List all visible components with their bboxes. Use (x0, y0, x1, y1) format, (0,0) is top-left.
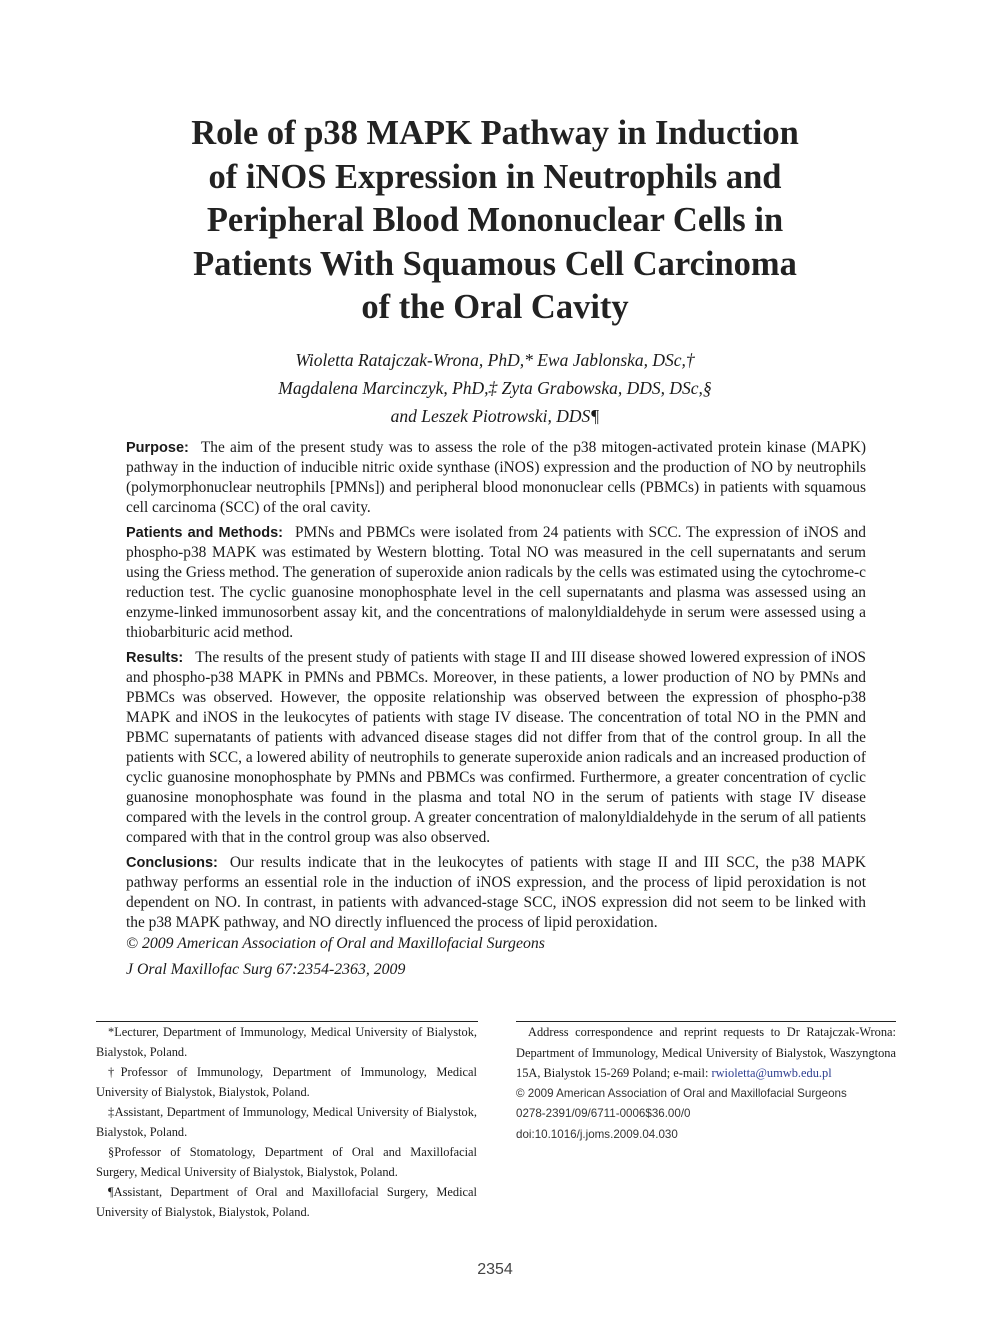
section-label: Results: (126, 650, 184, 666)
section-text: The results of the present study of patients with stage II and III disease showed lowered expression of iNOS and phospho-p38 MAPK in PMNs and PBMCs. Moreover, in these patients, a lower production of NO by PMNs and PBMCs was observed. However, the opposite relationship was observed between the expression of phospho-p38 MAPK and iNOS in the leukocytes of patients with stage IV disease. The concentration of total NO in the PMN and PBMC supernatants of patients with advanced disease stages did not differ from that of the control group. In all the patients with SCC, a lowered ability of neutrophils to generate superoxide anion radicals and an increased production of cyclic guanosine monophosphate by PMNs and PBMCs was confirmed. Furthermore, a greater concentration of cyclic guanosine monophosphate was found in the plasma and total NO in the serum of patients with stage IV disease compared with the levels in the control group. A greater concentration of malonyldialdehyde in the serum of all patients compared with that in the control group was also observed. (126, 649, 866, 846)
author-list (100, 346, 890, 430)
correspondence-address (516, 1022, 896, 1084)
footer-copyright: © 2009 American Association of Oral and Maxillofacial Surgeons (516, 1086, 847, 1100)
section-label: Conclusions: (126, 855, 218, 871)
section-text: The aim of the present study was to assess the role of the p38 mitogen-activated protein kinase (MAPK) pathway in the induction of inducible nitric oxide synthase (iNOS) expression and the production of NO by neutrophils (polymorphonuclear neutrophils [PMNs]) and peripheral blood mononuclear cells (PBMCs) in patients with squamous cell carcinoma (SCC) of the oral cavity. (126, 439, 866, 516)
abstract (126, 438, 866, 985)
email-link[interactable]: rwioletta@umwb.edu.pl (711, 1066, 832, 1080)
author-line: Magdalena Marcinczyk, PhD,‡ Zyta Grabowska, DDS, DSc,§ (278, 378, 712, 398)
author-line: Wioletta Ratajczak-Wrona, PhD,* Ewa Jablonska, DSc,† (295, 350, 695, 370)
page-number: 2354 (477, 1261, 513, 1278)
affiliation-note: ¶Assistant, Department of Oral and Maxillofacial Surgery, Medical University of Bialystok, Bialystok, Poland. (96, 1185, 477, 1219)
copyright-line: © 2009 American Association of Oral and Maxillofacial Surgeons (126, 935, 545, 952)
abstract-conclusions (126, 853, 866, 933)
section-label: Patients and Methods: (126, 525, 283, 541)
title-line: Role of p38 MAPK Pathway in Induction (191, 114, 799, 152)
correspondence-block (516, 1022, 896, 1145)
issn-code: 0278-2391/09/6711-0006$36.00/0 (516, 1107, 691, 1120)
title-line: of the Oral Cavity (361, 288, 629, 326)
title-line: Peripheral Blood Mononuclear Cells in (206, 201, 784, 239)
abstract-results (126, 648, 866, 848)
section-text: Our results indicate that in the leukocytes of patients with stage II and III SCC, the p38 MAPK pathway performs an essential role in the induction of iNOS expression, and the process of lipid peroxidation is not dependent on NO. In contrast, in patients with advanced-stage SCC, iNOS expression did not seem to be linked with the p38 MAPK pathway, and NO directly influenced the process of lipid peroxidation. (126, 854, 866, 931)
affiliation-note: ‡Assistant, Department of Immunology, Medical University of Bialystok, Bialystok, Poland. (96, 1105, 477, 1139)
title-line: of iNOS Expression in Neutrophils and (208, 157, 782, 196)
affiliation-note: *Lecturer, Department of Immunology, Medical University of Bialystok, Bialystok, Poland. (96, 1025, 477, 1059)
section-label: Purpose: (126, 440, 189, 456)
section-text: PMNs and PBMCs were isolated from 24 patients with SCC. The expression of iNOS and phospho-p38 MAPK was estimated by Western blotting. Total NO was measured in the cell supernatants and serum using the Griess method. The generation of superoxide anion radicals by the cells was estimated using the cytochrome-c reduction test. The cyclic guanosine monophosphate level in the cell supernatants and plasma was assessed using an enzyme-linked immunosorbent assay kit, and the concentrations of malonyldialdehyde in serum were assessed using a thiobarbituric acid method. (126, 524, 866, 641)
affiliation-note: §Professor of Stomatology, Department of Oral and Maxillofacial Surgery, Medical University of Bialystok, Bialystok, Poland. (96, 1145, 477, 1179)
affiliation-note: †Professor of Immunology, Department of Immunology, Medical University of Bialystok, Bialystok, Poland. (96, 1065, 477, 1099)
journal-citation: J Oral Maxillofac Surg 67:2354-2363, 2009 (126, 961, 406, 978)
doi-link[interactable]: doi:10.1016/j.joms.2009.04.030 (516, 1127, 678, 1141)
affiliation-footnotes (96, 1022, 477, 1222)
abstract-methods (126, 523, 866, 643)
title-line: Patients With Squamous Cell Carcinoma (193, 244, 797, 283)
correspondence-text: Address correspondence and reprint requests to Dr Ratajczak-Wrona: Department of Immunology, Medical University of Bialystok, Waszyngtona 15A, Bialystok 15-269 Poland; e-mail: (516, 1025, 896, 1080)
author-line: and Leszek Piotrowski, DDS¶ (390, 406, 600, 426)
abstract-purpose (126, 438, 866, 518)
article-title (100, 112, 890, 330)
